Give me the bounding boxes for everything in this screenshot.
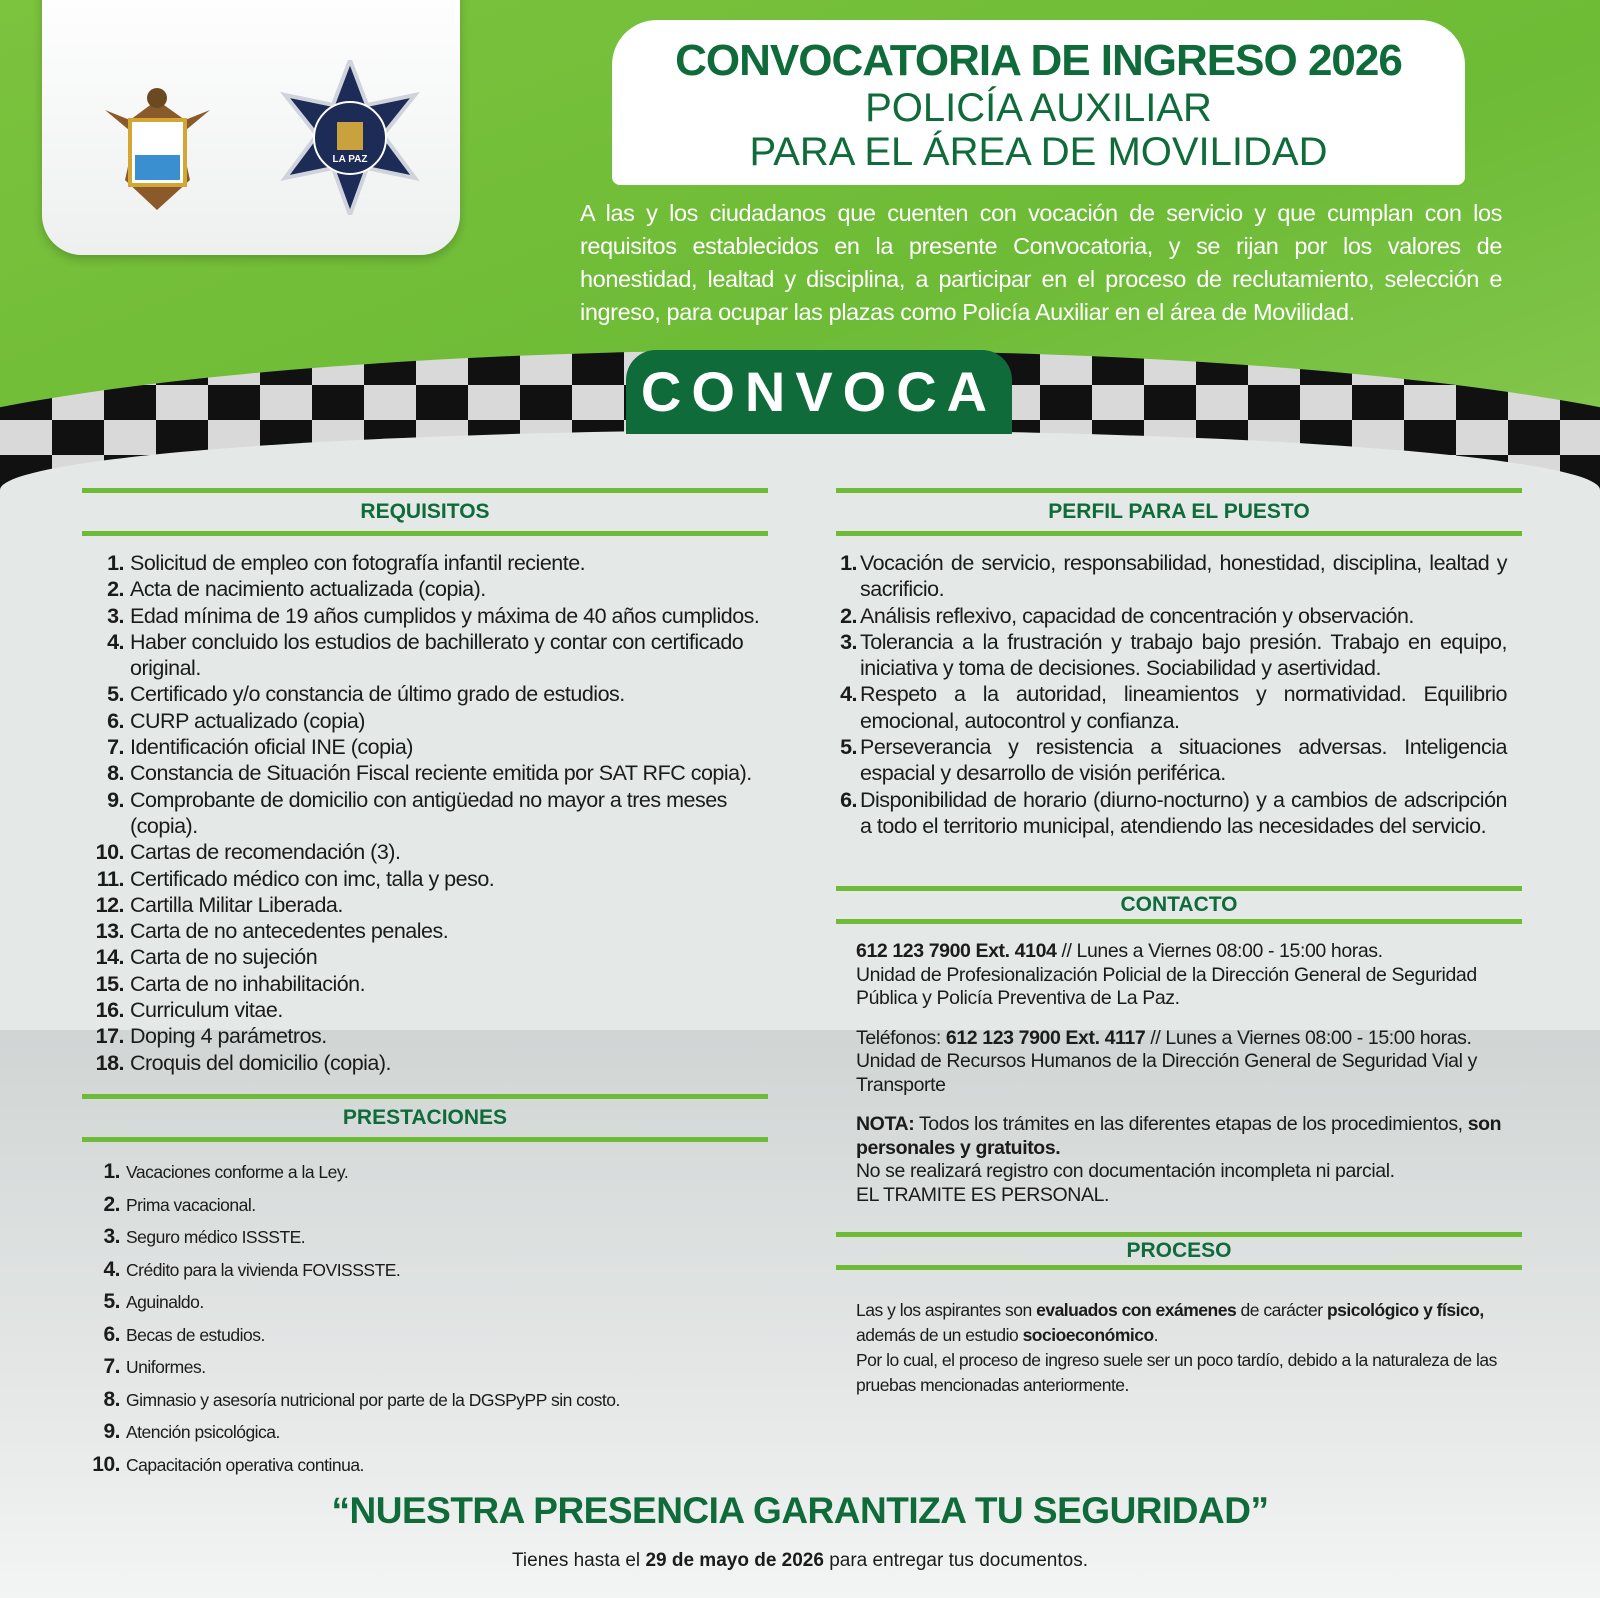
coat-of-arms-logo — [95, 80, 220, 220]
list-item — [82, 629, 768, 682]
nota-bold: son personales y gratuitos. — [856, 1113, 1502, 1159]
item-number: 6. — [103, 1322, 120, 1346]
item-number: 8. — [107, 761, 124, 786]
item-number: 17. — [95, 1024, 124, 1049]
requisitos-list — [82, 550, 768, 1076]
list-item — [82, 997, 768, 1023]
item-number: 9. — [107, 787, 124, 812]
item-text: Vocación de servicio, responsabilidad, honestidad, disciplina, lealtad y sacrificio. — [860, 551, 1507, 602]
item-number: 7. — [103, 1355, 120, 1378]
intro-text: A las y los ciudadanos que cuenten con vocación de servicio y que cumplan con los requisitos establecidos en la presente Convocatoria, y se rijan por los valores de honestidad, lealtad y disciplina, a participar en el proceso de reclutamiento, selección e ingreso, para ocupar las plazas como Policía Auxiliar en el área de Movilidad. — [580, 200, 1502, 325]
requisitos-section — [82, 488, 768, 1076]
item-number: 2. — [107, 577, 124, 602]
item-text: Análisis reflexivo, capacidad de concentración y observación. — [860, 603, 1414, 628]
list-item — [82, 1449, 768, 1482]
list-item — [82, 1156, 768, 1189]
prestaciones-section — [82, 1094, 768, 1481]
proceso-seg: Las y los aspirantes son — [856, 1300, 1037, 1320]
list-item — [82, 866, 768, 892]
item-text: Acta de nacimiento actualizada (copia). — [130, 577, 486, 602]
nota-line-3: EL TRAMITE ES PERSONAL. — [856, 1183, 1110, 1206]
list-item — [82, 787, 768, 840]
item-number: 12. — [95, 892, 124, 917]
item-number: 9. — [103, 1420, 120, 1443]
contact-1 — [836, 940, 1522, 1011]
deadline-seg: Tienes hasta el — [512, 1550, 646, 1571]
proceso-paragraph-2: Por lo cual, el proceso de ingreso suele ser un poco tardío, debido a la naturaleza de las pruebas mencionadas anteriormente. — [856, 1350, 1497, 1395]
contact-1-hours: // Lunes a Viernes 08:00 - 15:00 horas. — [1056, 940, 1383, 962]
item-text: Cartilla Militar Liberada. — [130, 892, 343, 917]
nota-text: Todos los trámites en las diferentes etapas de los procedimientos, — [914, 1113, 1468, 1135]
item-number: 15. — [95, 971, 124, 996]
list-item — [82, 1286, 768, 1319]
item-number: 18. — [95, 1050, 124, 1075]
item-text: Atención psicológica. — [126, 1422, 280, 1442]
item-text: Certificado y/o constancia de último grado de estudios. — [130, 682, 625, 707]
list-item — [836, 629, 1507, 682]
item-number: 7. — [107, 735, 124, 760]
proceso-bold: socioeconómico — [1022, 1325, 1154, 1345]
item-text: Edad mínima de 19 años cumplidos y máxima de 40 años cumplidos. — [130, 603, 760, 628]
prestaciones-heading: PRESTACIONES — [82, 1094, 768, 1142]
list-item — [82, 734, 768, 760]
deadline-text — [0, 1550, 1600, 1572]
item-text: Carta de no antecedentes penales. — [130, 919, 449, 944]
proceso-heading: PROCESO — [836, 1232, 1522, 1270]
item-text: Carta de no sujeción — [130, 945, 318, 970]
list-item — [82, 1221, 768, 1254]
item-number: 2. — [103, 1192, 120, 1216]
list-item — [836, 681, 1507, 734]
list-item — [82, 1023, 768, 1049]
item-text: Carta de no inhabilitación. — [130, 971, 366, 996]
item-text: Identificación oficial INE (copia) — [130, 735, 413, 760]
item-text: Disponibilidad de horario (diurno-nocturno) y a cambios de adscripción a todo el territorio municipal, atendiendo las necesidades del servicio. — [860, 787, 1507, 838]
proceso-text — [836, 1298, 1522, 1398]
svg-text:LA PAZ: LA PAZ — [332, 154, 368, 165]
list-item — [82, 1050, 768, 1076]
list-item — [82, 576, 768, 602]
slogan: “NUESTRA PRESENCIA GARANTIZA TU SEGURIDAD” — [331, 1490, 1269, 1531]
item-text: Aguinaldo. — [126, 1292, 204, 1312]
list-item — [82, 1384, 768, 1417]
list-item — [82, 603, 768, 629]
item-text: Haber concluido los estudios de bachillerato y contar con certificado original. — [130, 629, 744, 681]
proceso-section — [836, 1232, 1522, 1414]
contacto-section — [836, 886, 1522, 1223]
item-number: 6. — [107, 708, 124, 733]
deadline-seg: para entregar tus documentos. — [823, 1550, 1088, 1571]
list-item — [836, 787, 1507, 840]
contacto-heading: CONTACTO — [836, 886, 1522, 924]
item-number: 5. — [103, 1290, 120, 1313]
item-text: Doping 4 parámetros. — [130, 1024, 327, 1049]
item-number: 1. — [107, 551, 124, 575]
item-number: 13. — [95, 919, 124, 944]
contact-2-hours: // Lunes a Viernes 08:00 - 15:00 horas. — [1145, 1026, 1472, 1049]
contact-2-phone: 612 123 7900 Ext. 4117 — [945, 1026, 1146, 1049]
item-number: 4. — [103, 1257, 120, 1281]
item-text: Prima vacacional. — [126, 1194, 256, 1215]
police-badge-logo — [275, 60, 425, 215]
list-item — [82, 944, 768, 970]
list-item — [82, 971, 768, 997]
item-number: 2. — [840, 603, 857, 628]
prestaciones-list — [82, 1156, 768, 1481]
proceso-bold: psicológico y físico, — [1326, 1300, 1484, 1320]
proceso-bold: evaluados con exámenes — [1036, 1300, 1237, 1320]
item-number: 5. — [107, 682, 124, 707]
contact-2 — [836, 1027, 1522, 1098]
item-number: 3. — [840, 629, 857, 654]
item-text: Curriculum vitae. — [130, 998, 283, 1023]
list-item — [82, 1189, 768, 1222]
list-item — [82, 681, 768, 707]
item-text: Crédito para la vivienda FOVISSSTE. — [126, 1259, 401, 1280]
subtitle-2: PARA EL ÁREA DE MOVILIDAD — [749, 130, 1328, 174]
proceso-seg: además de un estudio — [856, 1325, 1023, 1345]
subtitle-1: POLICÍA AUXILIAR — [865, 86, 1212, 130]
list-item — [836, 734, 1507, 787]
list-item — [82, 1351, 768, 1384]
convoca-banner: CONVOCA — [626, 350, 1012, 434]
list-item — [82, 1254, 768, 1287]
list-item — [82, 550, 768, 576]
perfil-list — [836, 550, 1522, 839]
requisitos-heading: REQUISITOS — [82, 488, 768, 536]
item-number: 8. — [103, 1387, 120, 1411]
item-number: 10. — [95, 840, 124, 865]
item-number: 4. — [840, 682, 857, 707]
item-number: 3. — [103, 1225, 120, 1248]
list-item — [82, 760, 768, 786]
perfil-section — [836, 488, 1522, 839]
item-text: Seguro médico ISSSTE. — [126, 1227, 306, 1247]
item-text: Comprobante de domicilio con antigüedad no mayor a tres meses (copia). — [130, 787, 727, 838]
contact-2-label: Teléfonos: — [856, 1026, 946, 1049]
contact-2-unit: Unidad de Recursos Humanos de la Dirección General de Seguridad Vial y Transporte — [856, 1050, 1477, 1096]
item-text: Perseverancia y resistencia a situaciones adversas. Inteligencia espacial y desarrollo de visión periférica. — [860, 735, 1507, 786]
item-text: Becas de estudios. — [126, 1324, 265, 1345]
contact-1-phone: 612 123 7900 Ext. 4104 — [856, 940, 1057, 962]
item-number: 14. — [95, 945, 124, 970]
item-text: Respeto a la autoridad, lineamientos y normatividad. Equilibrio emocional, autocontrol y confianza. — [860, 682, 1507, 733]
page-title: CONVOCATORIA DE INGRESO 2026 — [675, 36, 1402, 85]
item-number: 10. — [92, 1452, 120, 1476]
item-number: 1. — [840, 551, 857, 575]
deadline-date: 29 de mayo de 2026 — [645, 1550, 824, 1571]
contact-1-unit: Unidad de Profesionalización Policial de la Dirección General de Seguridad Pública y Policía Preventiva de La Paz. — [856, 963, 1477, 1009]
item-number: 5. — [840, 735, 857, 760]
item-text: Capacitación operativa continua. — [126, 1454, 364, 1475]
proceso-seg: . — [1153, 1325, 1159, 1345]
list-item — [82, 892, 768, 918]
item-text: Certificado médico con imc, talla y peso. — [130, 866, 495, 891]
list-item — [836, 550, 1507, 603]
nota — [836, 1113, 1522, 1207]
list-item — [836, 603, 1507, 629]
perfil-heading: PERFIL PARA EL PUESTO — [836, 488, 1522, 536]
item-text: Uniformes. — [126, 1357, 206, 1377]
item-text: Vacaciones conforme a la Ley. — [126, 1162, 349, 1182]
list-item — [82, 708, 768, 734]
list-item — [82, 918, 768, 944]
item-number: 3. — [107, 603, 124, 628]
item-text: Gimnasio y asesoría nutricional por parte de la DGSPyPP sin costo. — [126, 1389, 620, 1410]
nota-label: NOTA: — [856, 1113, 915, 1135]
item-number: 11. — [96, 866, 124, 891]
item-text: Constancia de Situación Fiscal reciente emitida por SAT RFC copia). — [130, 761, 752, 786]
item-text: Croquis del domicilio (copia). — [130, 1050, 392, 1075]
list-item — [82, 839, 768, 865]
item-number: 6. — [840, 787, 857, 812]
item-number: 4. — [107, 629, 124, 654]
title-box — [612, 20, 1465, 185]
nota-line-2: No se realizará registro con documentación incompleta ni parcial. — [856, 1160, 1395, 1182]
item-text: Tolerancia a la frustración y trabajo bajo presión. Trabajo en equipo, iniciativa y toma de decisiones. Sociabilidad y asertividad. — [860, 629, 1507, 681]
item-text: CURP actualizado (copia) — [130, 708, 365, 733]
proceso-seg: de carácter — [1236, 1300, 1327, 1320]
item-number: 1. — [103, 1160, 120, 1183]
item-text: Solicitud de empleo con fotografía infantil reciente. — [130, 551, 586, 575]
list-item — [82, 1416, 768, 1449]
item-text: Cartas de recomendación (3). — [130, 840, 401, 865]
list-item — [82, 1319, 768, 1352]
item-number: 16. — [95, 998, 124, 1023]
